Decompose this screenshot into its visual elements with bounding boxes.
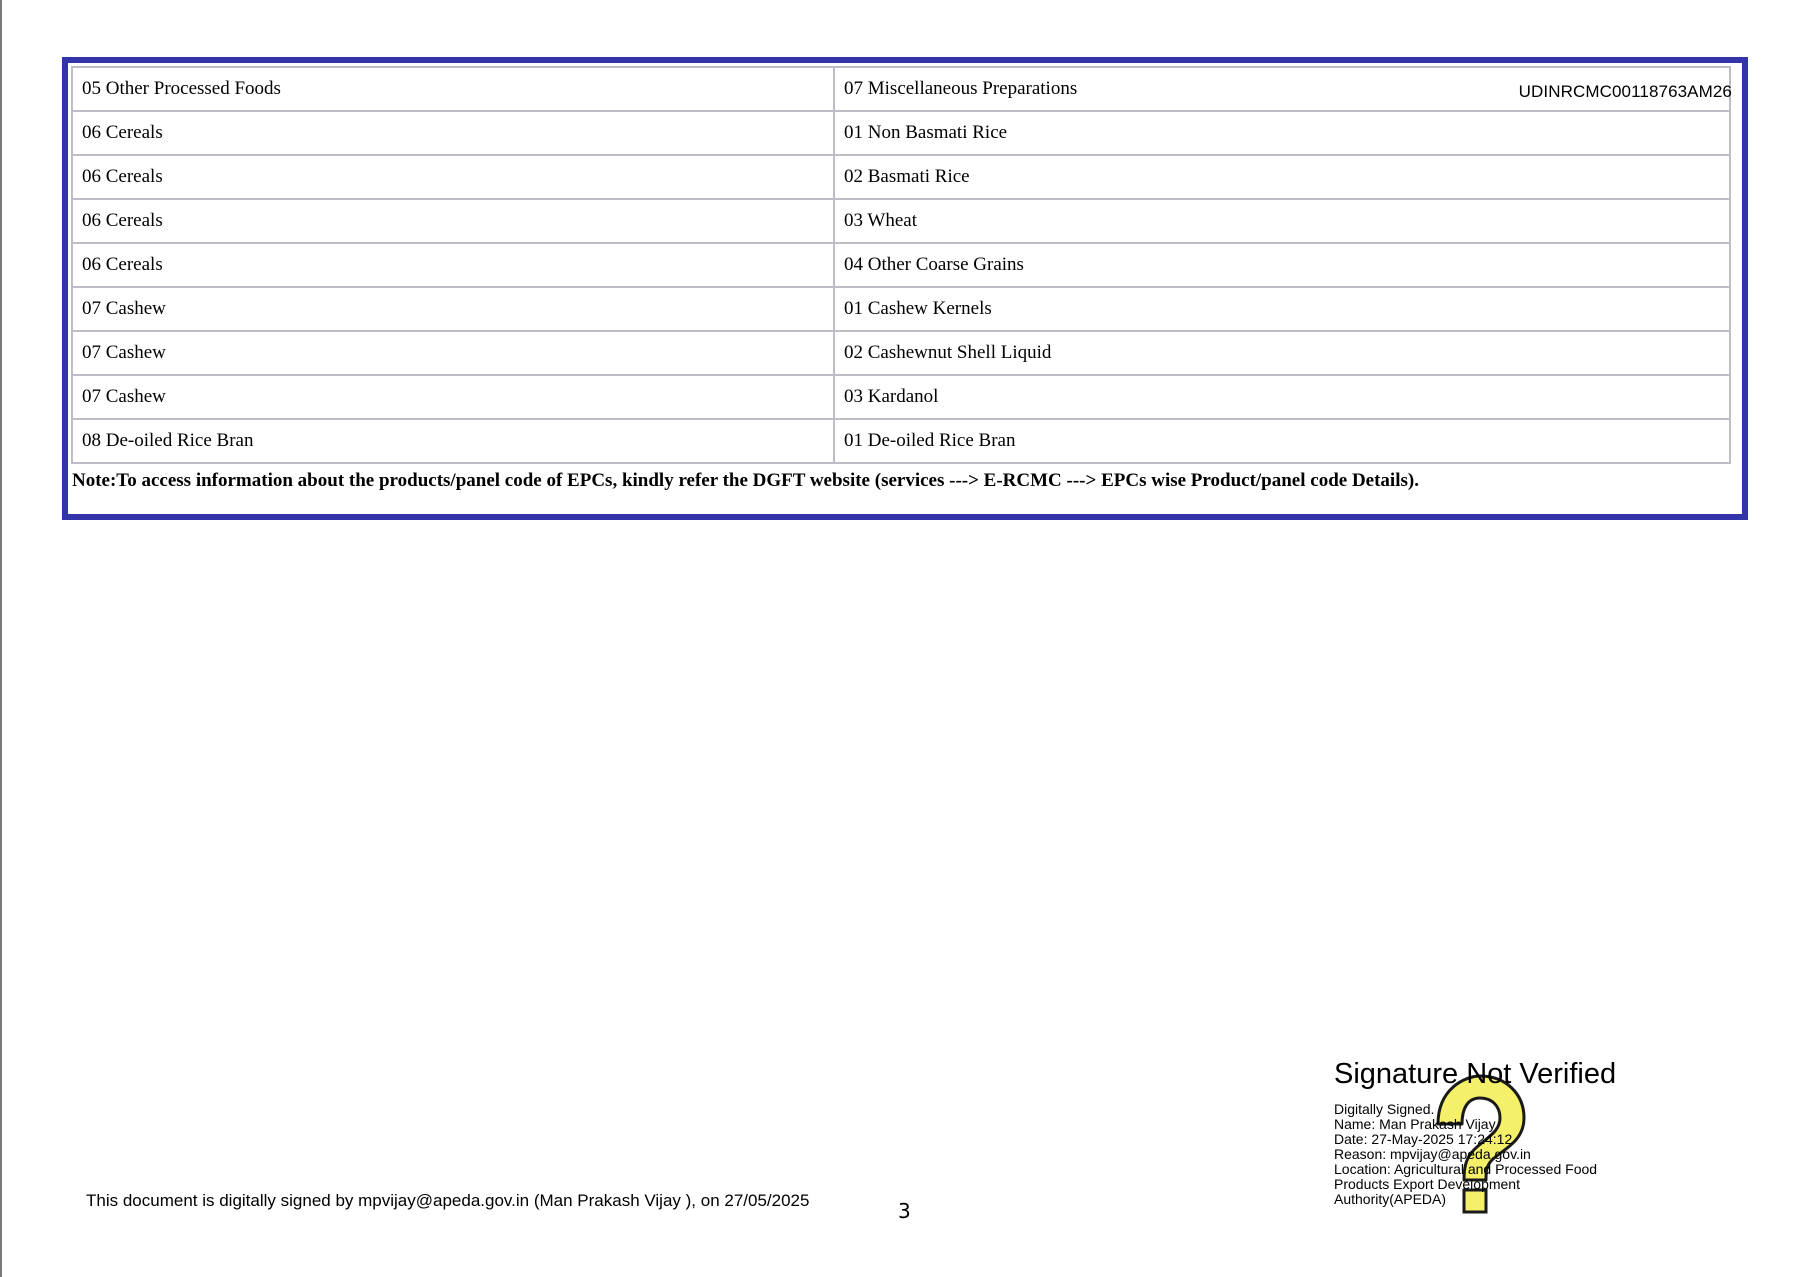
signature-detail-line: Location: Agricultural and Processed Food	[1334, 1161, 1598, 1177]
product-panel-cell: 01 Cashew Kernels	[834, 287, 1730, 331]
product-table-frame	[62, 57, 1748, 520]
product-group-cell: 08 De-oiled Rice Bran	[72, 419, 834, 463]
product-group-cell: 06 Cereals	[72, 111, 834, 155]
signature-detail-line: Reason: mpvijay@apeda.gov.in	[1334, 1146, 1531, 1162]
product-group-cell: 07 Cashew	[72, 331, 834, 375]
udin-number: UDINRCMC00118763AM26	[1518, 82, 1732, 101]
page-left-edge	[0, 0, 2, 1277]
dgft-note: Note:To access information about the products/panel code of EPCs, kindly refer the DGFT website (services ---> E-RCMC ---> EPCs wise Product/panel code Details).	[72, 470, 1419, 491]
table-row	[72, 419, 1730, 463]
product-group-cell: 07 Cashew	[72, 375, 834, 419]
table-row	[72, 375, 1730, 419]
product-group-cell: 06 Cereals	[72, 199, 834, 243]
product-panel-cell: 04 Other Coarse Grains	[834, 243, 1730, 287]
product-group-cell: 06 Cereals	[72, 155, 834, 199]
signature-detail-line: Authority(APEDA)	[1334, 1191, 1447, 1207]
product-panel-cell: 07 Miscellaneous Preparations	[834, 67, 1730, 111]
table-row	[72, 67, 1730, 111]
table-row	[72, 331, 1730, 375]
signature-detail-line: Digitally Signed.	[1334, 1101, 1435, 1117]
product-panel-table	[71, 66, 1731, 464]
signature-details	[1334, 1102, 1634, 1207]
table-row	[72, 199, 1730, 243]
product-panel-cell: 03 Kardanol	[834, 375, 1730, 419]
product-group-cell: 05 Other Processed Foods	[72, 67, 834, 111]
signature-detail-line: Products Export Development	[1334, 1176, 1520, 1192]
digital-signature-footer: This document is digitally signed by mpvijay@apeda.gov.in (Man Prakash Vijay ), on 27/05/2025	[86, 1191, 810, 1210]
signature-detail-line: Date: 27-May-2025 17:24:12	[1334, 1131, 1513, 1147]
product-table-body	[72, 67, 1730, 463]
product-group-cell: 07 Cashew	[72, 287, 834, 331]
table-row	[72, 243, 1730, 287]
product-panel-cell: 01 Non Basmati Rice	[834, 111, 1730, 155]
product-panel-cell: 03 Wheat	[834, 199, 1730, 243]
table-row	[72, 287, 1730, 331]
product-panel-cell: 02 Basmati Rice	[834, 155, 1730, 199]
product-group-cell: 06 Cereals	[72, 243, 834, 287]
product-panel-cell: 01 De-oiled Rice Bran	[834, 419, 1730, 463]
table-row	[72, 111, 1730, 155]
signature-block	[1334, 1058, 1714, 1228]
table-row	[72, 155, 1730, 199]
signature-status-title: Signature Not Verified	[1334, 1058, 1617, 1090]
signature-detail-line: Name: Man Prakash Vijay	[1334, 1116, 1496, 1132]
product-panel-cell: 02 Cashewnut Shell Liquid	[834, 331, 1730, 375]
page-number: 3	[898, 1199, 911, 1223]
